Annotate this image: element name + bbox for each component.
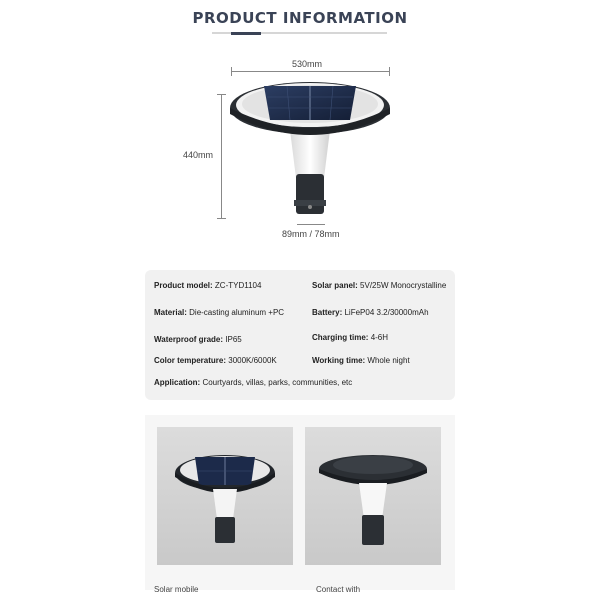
spec-waterproof-grade <box>154 335 242 344</box>
spec-label: Working time: <box>312 356 366 365</box>
spec-battery <box>312 308 429 317</box>
spec-label: Charging time: <box>312 333 369 342</box>
solar-lamp-illustration <box>220 70 400 230</box>
spec-label: Color temperature: <box>154 356 227 365</box>
spec-label: Battery: <box>312 308 343 317</box>
spec-value: 4-6H <box>370 333 389 342</box>
spec-charging-time <box>312 333 388 342</box>
spec-label: Solar panel: <box>312 281 358 290</box>
spec-value: Courtyards, villas, parks, communities, etc <box>202 378 353 387</box>
spec-label: Material: <box>154 308 187 317</box>
photo-caption-left: Solar mobile <box>154 585 199 594</box>
spec-working-time <box>312 356 410 365</box>
page-title: PRODUCT INFORMATION <box>192 9 408 27</box>
spec-value: LiFeP04 3.2/30000mAh <box>344 308 429 317</box>
spec-value: IP65 <box>225 335 242 344</box>
spec-color-temperature <box>154 356 277 365</box>
height-dimension-label: 440mm <box>183 150 214 160</box>
lamp-top-view-icon <box>157 427 293 565</box>
spec-label: Product model: <box>154 281 213 290</box>
lamp-side-view-photo <box>305 427 441 565</box>
spec-material <box>154 308 284 317</box>
spec-value: Whole night <box>367 356 410 365</box>
spec-label: Application: <box>154 378 201 387</box>
solar-panel-top-photo <box>157 427 293 565</box>
spec-value: 3000K/6000K <box>228 356 277 365</box>
width-dimension-label: 530mm <box>292 59 323 69</box>
spec-solar-panel <box>312 281 446 290</box>
spec-value: ZC-TYD1104 <box>214 281 262 290</box>
spec-value: 5V/25W Monocrystalline <box>360 281 447 290</box>
lamp-side-view-icon <box>305 427 441 565</box>
photo-caption-right: Contact with <box>316 585 361 594</box>
base-dimension-label: 89mm / 78mm <box>282 229 340 239</box>
spec-application <box>154 378 352 387</box>
spec-label: Waterproof grade: <box>154 335 224 344</box>
spec-value: Die-casting aluminum +PC <box>189 308 285 317</box>
spec-product-model <box>154 281 261 290</box>
title-divider-accent <box>231 32 261 35</box>
